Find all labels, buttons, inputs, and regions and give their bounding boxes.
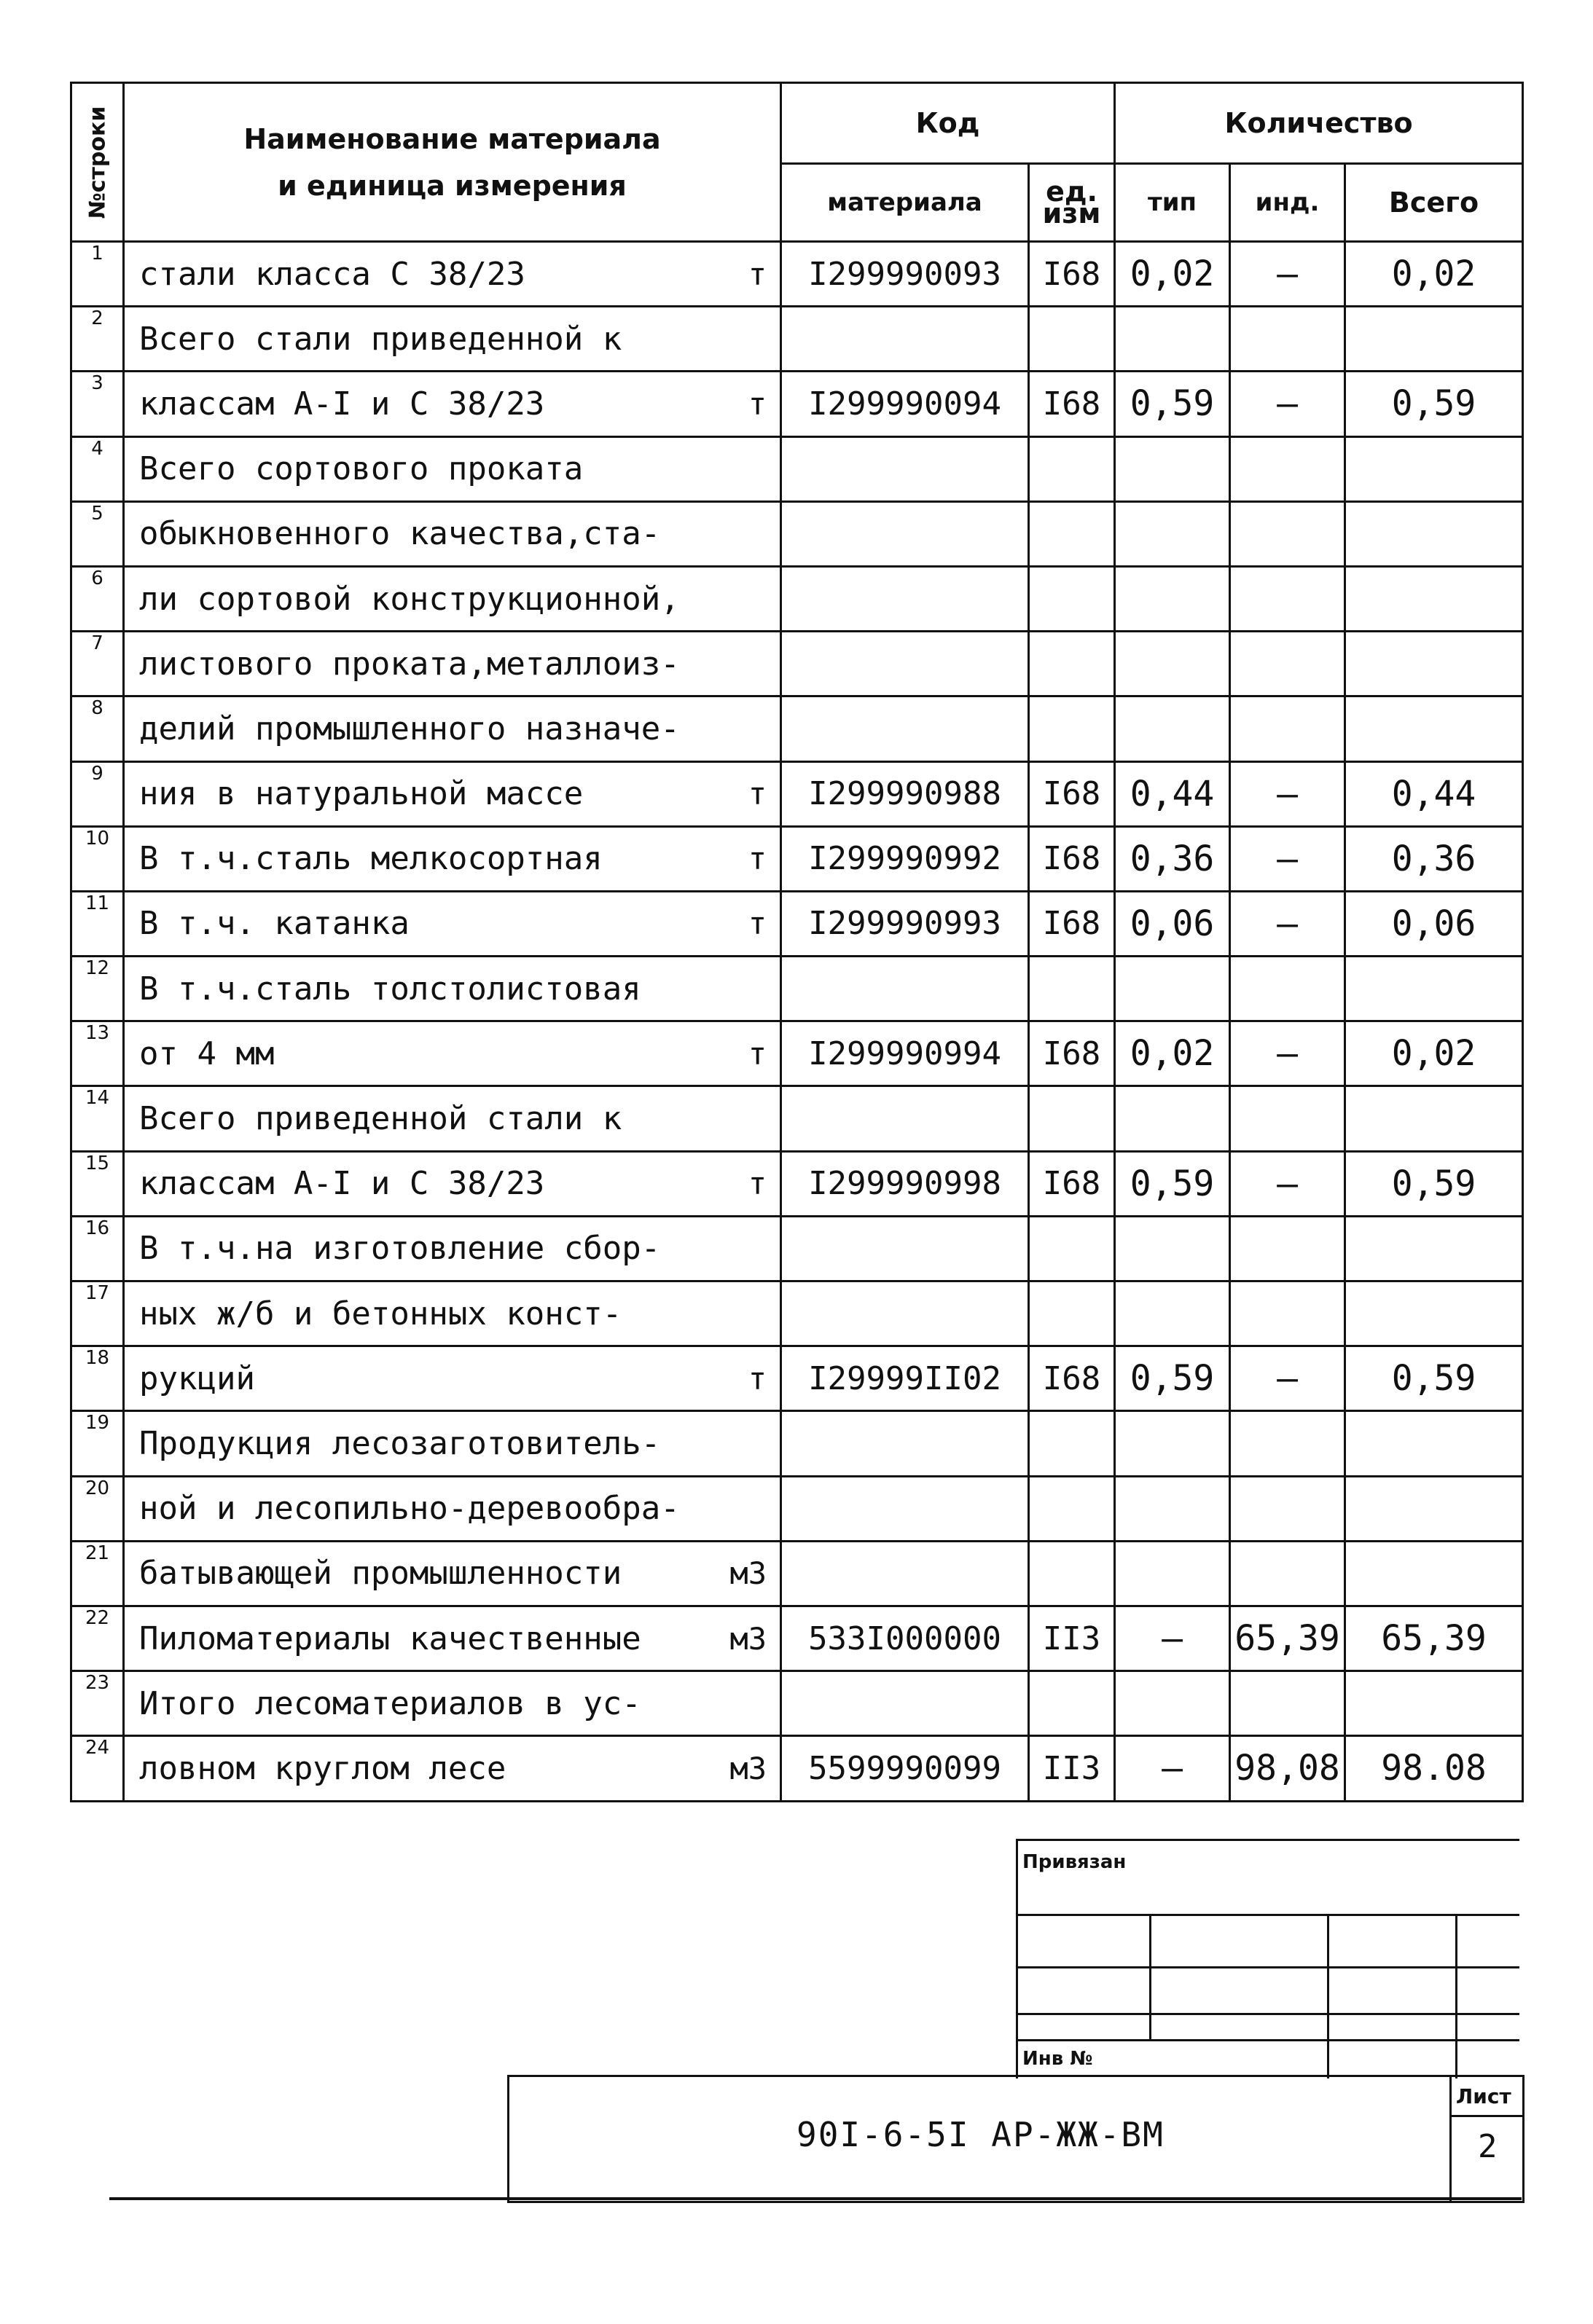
qty-ind-cell — [1230, 1541, 1345, 1606]
name-header-line1: Наименование материала — [243, 122, 661, 155]
unit-of-measure-cell: т — [720, 891, 781, 956]
row-number-cell: 11 — [71, 891, 124, 956]
row-number-cell: 9 — [71, 761, 124, 826]
material-code-cell — [781, 696, 1029, 761]
material-code-cell: I299990998 — [781, 1151, 1029, 1216]
material-name-cell: В т.ч.сталь толстолистовая — [124, 957, 720, 1021]
qty-type-cell — [1115, 307, 1230, 372]
qty-ind-cell: 65,39 — [1230, 1606, 1345, 1671]
material-code-cell — [781, 307, 1029, 372]
unit-code-cell — [1029, 696, 1115, 761]
stamp-line — [1018, 1914, 1519, 1916]
row-number-cell: 1 — [71, 242, 124, 307]
material-code-cell — [781, 1281, 1029, 1346]
material-name-cell: обыкновенного качества,ста- — [124, 501, 720, 566]
unit-of-measure-cell — [720, 957, 781, 1021]
material-name-cell: делий промышленного назначе- — [124, 696, 720, 761]
row-number-cell: 8 — [71, 696, 124, 761]
material-name-cell: ных ж/б и бетонных конст- — [124, 1281, 720, 1346]
row-number-cell: 3 — [71, 372, 124, 436]
material-code-cell: I299990988 — [781, 761, 1029, 826]
row-number-cell: 6 — [71, 566, 124, 631]
qty-ind-cell — [1230, 501, 1345, 566]
qty-ind-cell: – — [1230, 761, 1345, 826]
row-number-cell: 14 — [71, 1086, 124, 1151]
qty-ind-cell: – — [1230, 372, 1345, 436]
qty-total-cell — [1345, 632, 1523, 696]
qty-ind-cell: – — [1230, 826, 1345, 891]
qty-type-cell: 0,06 — [1115, 891, 1230, 956]
code-unit-header: ед. изм — [1029, 164, 1115, 242]
qty-total-cell: 0,36 — [1345, 826, 1523, 891]
unit-of-measure-cell: т — [720, 242, 781, 307]
material-name-cell: Пиломатериалы качественные — [124, 1606, 720, 1671]
stamp-line — [1455, 1914, 1457, 2078]
material-code-cell: 5599990099 — [781, 1736, 1029, 1801]
material-code-cell — [781, 436, 1029, 501]
sheet-divider — [1452, 2115, 1524, 2117]
unit-of-measure-cell: т — [720, 1346, 781, 1411]
table-row — [71, 1411, 1523, 1476]
unit-of-measure-cell: м3 — [720, 1541, 781, 1606]
qty-ind-cell — [1230, 1086, 1345, 1151]
material-code-cell — [781, 957, 1029, 1021]
unit-of-measure-cell: м3 — [720, 1606, 781, 1671]
material-name-cell: ли сортовой конструкционной, — [124, 566, 720, 631]
qty-type-cell — [1115, 632, 1230, 696]
qty-type-header: тип — [1115, 164, 1230, 242]
row-number-cell: 20 — [71, 1476, 124, 1541]
qty-ind-cell — [1230, 1216, 1345, 1281]
unit-code-cell — [1029, 1216, 1115, 1281]
material-code-cell — [781, 566, 1029, 631]
row-number-cell: 12 — [71, 957, 124, 1021]
unit-code-cell — [1029, 1476, 1115, 1541]
unit-of-measure-cell — [720, 696, 781, 761]
unit-code-cell — [1029, 1541, 1115, 1606]
row-number-cell: 16 — [71, 1216, 124, 1281]
unit-code-cell: I68 — [1029, 891, 1115, 956]
table-row — [71, 1151, 1523, 1216]
table-row — [71, 501, 1523, 566]
stamp-line — [1018, 2013, 1519, 2015]
qty-total-cell — [1345, 1476, 1523, 1541]
row-number-cell: 2 — [71, 307, 124, 372]
unit-of-measure-cell — [720, 566, 781, 631]
unit-of-measure-cell: т — [720, 761, 781, 826]
unit-code-cell: II3 — [1029, 1736, 1115, 1801]
table-row — [71, 436, 1523, 501]
material-code-cell: I299990093 — [781, 242, 1029, 307]
material-code-cell — [781, 1086, 1029, 1151]
material-name-cell: батывающей промышленности — [124, 1541, 720, 1606]
material-name-cell: рукций — [124, 1346, 720, 1411]
qty-total-cell — [1345, 1086, 1523, 1151]
unit-code-cell — [1029, 307, 1115, 372]
qty-total-cell — [1345, 1541, 1523, 1606]
table-row — [71, 1606, 1523, 1671]
row-number-cell: 5 — [71, 501, 124, 566]
unit-code-cell: II3 — [1029, 1606, 1115, 1671]
unit-code-cell — [1029, 436, 1115, 501]
table-row — [71, 761, 1523, 826]
qty-ind-cell — [1230, 566, 1345, 631]
name-header-line2: и единица измерения — [278, 169, 627, 202]
table-row — [71, 1086, 1523, 1151]
unit-code-cell — [1029, 1671, 1115, 1736]
unit-code-cell: I68 — [1029, 372, 1115, 436]
row-number-cell: 18 — [71, 1346, 124, 1411]
qty-type-cell — [1115, 566, 1230, 631]
qty-type-cell: – — [1115, 1736, 1230, 1801]
stamp-line — [1327, 1914, 1329, 2078]
title-block — [507, 2075, 1524, 2203]
inv-label: Инв № — [1022, 2048, 1093, 2070]
qty-type-cell: 0,36 — [1115, 826, 1230, 891]
material-code-cell — [781, 632, 1029, 696]
unit-code-cell — [1029, 1281, 1115, 1346]
material-code-cell: I299990993 — [781, 891, 1029, 956]
qty-total-cell — [1345, 1281, 1523, 1346]
table-row — [71, 1281, 1523, 1346]
material-name-cell: классам А-I и С 38/23 — [124, 1151, 720, 1216]
table-row — [71, 696, 1523, 761]
unit-code-cell: I68 — [1029, 1021, 1115, 1086]
unit-of-measure-cell — [720, 1216, 781, 1281]
table-row — [71, 1021, 1523, 1086]
table-row — [71, 566, 1523, 631]
material-code-cell: 533I000000 — [781, 1606, 1029, 1671]
material-code-cell — [781, 1541, 1029, 1606]
unit-of-measure-cell — [720, 1411, 781, 1476]
qty-ind-cell — [1230, 1476, 1345, 1541]
material-code-cell — [781, 1216, 1029, 1281]
material-code-cell — [781, 501, 1029, 566]
unit-of-measure-cell: т — [720, 826, 781, 891]
qty-type-cell: – — [1115, 1606, 1230, 1671]
material-name-cell: В т.ч. катанка — [124, 891, 720, 956]
material-name-cell: В т.ч.сталь мелкосортная — [124, 826, 720, 891]
qty-type-cell: 0,59 — [1115, 1346, 1230, 1411]
unit-of-measure-cell — [720, 1476, 781, 1541]
qty-total-cell: 0,44 — [1345, 761, 1523, 826]
code-material-header: материала — [781, 164, 1029, 242]
material-name-cell: стали класса С 38/23 — [124, 242, 720, 307]
table-row — [71, 1476, 1523, 1541]
materials-table — [70, 82, 1524, 1802]
qty-ind-cell: – — [1230, 1151, 1345, 1216]
qty-type-cell — [1115, 1476, 1230, 1541]
material-name-cell: Всего стали приведенной к — [124, 307, 720, 372]
material-code-cell — [781, 1411, 1029, 1476]
unit-of-measure-cell: т — [720, 1151, 781, 1216]
qty-total-cell — [1345, 566, 1523, 631]
unit-of-measure-cell — [720, 501, 781, 566]
qty-total-cell — [1345, 1216, 1523, 1281]
qty-ind-cell: – — [1230, 1021, 1345, 1086]
qty-total-cell — [1345, 307, 1523, 372]
qty-type-cell: 0,02 — [1115, 242, 1230, 307]
sheet-box — [1449, 2077, 1524, 2201]
material-code-cell: I299990992 — [781, 826, 1029, 891]
qty-ind-header: инд. — [1230, 164, 1345, 242]
unit-of-measure-cell — [720, 1281, 781, 1346]
table-row — [71, 891, 1523, 956]
material-code-cell — [781, 1476, 1029, 1541]
material-code-cell: I29999II02 — [781, 1346, 1029, 1411]
stamp-line — [1018, 1966, 1519, 1968]
table-row — [71, 1736, 1523, 1801]
unit-of-measure-cell — [720, 1086, 781, 1151]
qty-total-cell: 0,59 — [1345, 372, 1523, 436]
qty-total-cell — [1345, 696, 1523, 761]
qty-ind-cell — [1230, 957, 1345, 1021]
qty-type-cell: 0,59 — [1115, 1151, 1230, 1216]
qty-total-cell: 0,06 — [1345, 891, 1523, 956]
stamp-line — [1018, 2039, 1519, 2041]
qty-total-cell — [1345, 436, 1523, 501]
row-number-cell: 13 — [71, 1021, 124, 1086]
row-number-cell: 17 — [71, 1281, 124, 1346]
unit-code-cell: I68 — [1029, 1151, 1115, 1216]
bound-label: Привязан — [1022, 1851, 1127, 1873]
row-number-cell: 21 — [71, 1541, 124, 1606]
binding-stamp — [1016, 1839, 1519, 2078]
qty-ind-cell: 98,08 — [1230, 1736, 1345, 1801]
qty-ind-cell — [1230, 696, 1345, 761]
qty-type-cell — [1115, 1411, 1230, 1476]
qty-type-cell — [1115, 436, 1230, 501]
unit-code-cell: I68 — [1029, 761, 1115, 826]
qty-type-cell — [1115, 1281, 1230, 1346]
qty-type-cell — [1115, 501, 1230, 566]
qty-type-cell — [1115, 1086, 1230, 1151]
qty-total-cell: 0,02 — [1345, 1021, 1523, 1086]
qty-ind-cell — [1230, 1281, 1345, 1346]
qty-ind-cell — [1230, 436, 1345, 501]
qty-total-header: Всего — [1345, 164, 1523, 242]
qty-type-cell — [1115, 957, 1230, 1021]
bottom-border-line — [109, 2197, 1522, 2200]
sheet-label: Лист — [1456, 2084, 1511, 2108]
table-row — [71, 1346, 1523, 1411]
qty-total-cell — [1345, 957, 1523, 1021]
table-row — [71, 632, 1523, 696]
unit-code-cell — [1029, 1086, 1115, 1151]
table-row — [71, 1216, 1523, 1281]
material-name-cell: ной и лесопильно-деревообра- — [124, 1476, 720, 1541]
qty-ind-cell: – — [1230, 242, 1345, 307]
quantity-group-header: Количество — [1115, 83, 1523, 164]
material-name-cell: Всего сортового проката — [124, 436, 720, 501]
qty-type-cell: 0,02 — [1115, 1021, 1230, 1086]
document-code: 90I-6-5I АР-ЖЖ-ВМ — [796, 2115, 1165, 2154]
table-row — [71, 1541, 1523, 1606]
material-code-cell: I299990094 — [781, 372, 1029, 436]
row-number-cell: 19 — [71, 1411, 124, 1476]
qty-total-cell — [1345, 501, 1523, 566]
unit-code-cell — [1029, 1411, 1115, 1476]
qty-type-cell: 0,59 — [1115, 372, 1230, 436]
row-number-header: №строки — [71, 83, 124, 242]
row-number-cell: 7 — [71, 632, 124, 696]
material-name-cell: В т.ч.на изготовление сбор- — [124, 1216, 720, 1281]
qty-total-cell: 65,39 — [1345, 1606, 1523, 1671]
qty-type-cell — [1115, 1541, 1230, 1606]
row-number-cell: 24 — [71, 1736, 124, 1801]
row-number-cell: 4 — [71, 436, 124, 501]
qty-ind-cell: – — [1230, 1346, 1345, 1411]
material-name-cell: листового проката,металлоиз- — [124, 632, 720, 696]
unit-code-cell — [1029, 632, 1115, 696]
material-name-cell: ловном круглом лесе — [124, 1736, 720, 1801]
table-row — [71, 242, 1523, 307]
qty-total-cell: 0,02 — [1345, 242, 1523, 307]
unit-of-measure-cell: т — [720, 1021, 781, 1086]
qty-ind-cell: – — [1230, 891, 1345, 956]
qty-type-cell — [1115, 1216, 1230, 1281]
qty-total-cell: 0,59 — [1345, 1151, 1523, 1216]
qty-type-cell: 0,44 — [1115, 761, 1230, 826]
unit-code-cell — [1029, 566, 1115, 631]
qty-ind-cell — [1230, 1671, 1345, 1736]
unit-code-cell: I68 — [1029, 1346, 1115, 1411]
qty-total-cell: 0,59 — [1345, 1346, 1523, 1411]
unit-code-cell: I68 — [1029, 826, 1115, 891]
table-row — [71, 957, 1523, 1021]
qty-total-cell — [1345, 1671, 1523, 1736]
unit-of-measure-cell: т — [720, 372, 781, 436]
material-name-cell: Итого лесоматериалов в ус- — [124, 1671, 720, 1736]
unit-code-cell: I68 — [1029, 242, 1115, 307]
row-number-cell: 22 — [71, 1606, 124, 1671]
qty-type-cell — [1115, 1671, 1230, 1736]
table-row — [71, 1671, 1523, 1736]
row-number-cell: 15 — [71, 1151, 124, 1216]
qty-ind-cell — [1230, 1411, 1345, 1476]
unit-code-cell — [1029, 501, 1115, 566]
material-name-cell: Продукция лесозаготовитель- — [124, 1411, 720, 1476]
qty-total-cell: 98.08 — [1345, 1736, 1523, 1801]
material-name-cell: ния в натуральной массе — [124, 761, 720, 826]
qty-type-cell — [1115, 696, 1230, 761]
table-row — [71, 826, 1523, 891]
qty-total-cell — [1345, 1411, 1523, 1476]
unit-code-cell — [1029, 957, 1115, 1021]
sheet-number: 2 — [1478, 2128, 1498, 2165]
material-code-cell: I299990994 — [781, 1021, 1029, 1086]
material-code-cell — [781, 1671, 1029, 1736]
unit-of-measure-cell — [720, 436, 781, 501]
material-name-cell: от 4 мм — [124, 1021, 720, 1086]
qty-ind-cell — [1230, 307, 1345, 372]
row-number-cell: 23 — [71, 1671, 124, 1736]
row-number-cell: 10 — [71, 826, 124, 891]
table-row — [71, 372, 1523, 436]
code-group-header: Код — [781, 83, 1115, 164]
stamp-line — [1149, 1914, 1151, 2039]
qty-ind-cell — [1230, 632, 1345, 696]
name-header — [124, 83, 781, 242]
material-name-cell: классам А-I и С 38/23 — [124, 372, 720, 436]
unit-of-measure-cell — [720, 1671, 781, 1736]
table-row — [71, 307, 1523, 372]
unit-of-measure-cell — [720, 632, 781, 696]
unit-of-measure-cell — [720, 307, 781, 372]
unit-of-measure-cell: м3 — [720, 1736, 781, 1801]
material-name-cell: Всего приведенной стали к — [124, 1086, 720, 1151]
